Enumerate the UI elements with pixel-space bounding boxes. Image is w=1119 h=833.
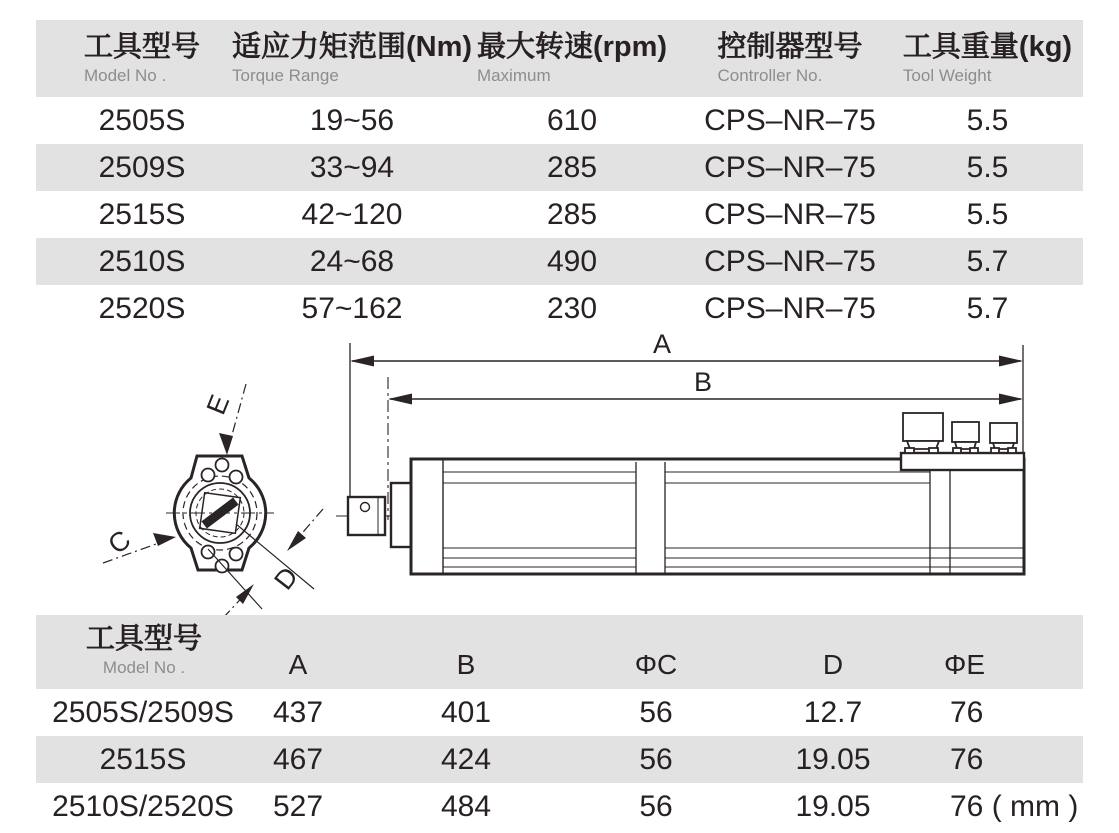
cell-weight: 5.7 [966,244,1009,278]
spec-col-torque-zh: 适应力矩范围(Nm) [231,30,473,63]
cell-e: 76 ( mm ) [950,789,1079,823]
dim-a-label: A [652,329,672,359]
dim-b-label: B [693,367,713,397]
dim-row-2515s [36,736,1083,783]
cell-torque: 33~94 [309,150,395,184]
spec-col-controller [688,31,892,86]
spec-row-2510s [36,238,1083,285]
cell-speed: 285 [546,197,598,231]
cell-c: 56 [639,695,673,729]
dim-col-e: ΦE [944,649,986,680]
cell-controller: CPS–NR–75 [704,150,876,184]
dim-col-c: ΦC [634,649,678,680]
cell-model: 2505S [98,103,186,137]
connector-plugs [903,413,1017,453]
spec-table-header [36,20,1083,97]
cell-a: 527 [272,789,324,823]
dim-row-2510s-2520s [36,783,1083,830]
spec-col-torque [231,30,473,86]
spec-col-speed-en: Maximum [476,66,551,86]
cell-weight: 5.7 [966,291,1009,325]
spec-col-model [36,31,248,86]
dim-col-a: A [288,649,308,680]
cell-torque: 42~120 [301,197,403,231]
dimension-table-header [36,615,1083,689]
cell-torque: 57~162 [301,291,403,325]
cell-speed: 285 [546,150,598,184]
dim-row-2505s-2509s [36,689,1083,736]
cell-model: 2515S [98,197,186,231]
cell-model: 2520S [98,291,186,325]
cell-model: 2510S/2520S [52,789,234,823]
cell-controller: CPS–NR–75 [704,244,876,278]
label-e [201,384,246,455]
cell-weight: 5.5 [966,197,1009,231]
label-c [102,524,176,563]
technical-drawing [0,325,1119,615]
cell-b: 424 [440,742,492,776]
spec-col-weight-zh: 工具重量(kg) [902,30,1073,63]
cell-a: 467 [272,742,324,776]
drive-d-label: D [268,561,305,596]
cell-weight: 5.5 [966,103,1009,137]
cell-torque: 24~68 [309,244,395,278]
dimension-table [36,615,1083,830]
dim-col-b: B [456,649,476,680]
cell-controller: CPS–NR–75 [704,197,876,231]
cell-speed: 610 [546,103,598,137]
cell-d: 19.05 [795,789,871,823]
dim-col-model [36,615,250,689]
dia-e-label: E [200,390,236,419]
cell-speed: 490 [546,244,598,278]
cell-torque: 19~56 [309,103,395,137]
cell-b: 401 [440,695,492,729]
dim-col-model-en: Model No . [102,658,186,678]
spec-col-torque-en: Torque Range [231,66,339,86]
cell-model: 2510S [98,244,186,278]
cell-c: 56 [639,742,673,776]
cell-controller: CPS–NR–75 [704,103,876,137]
dia-c-label: C [102,524,137,561]
cell-d: 12.7 [803,695,863,729]
spec-col-speed [456,31,688,86]
spec-row-2509s [36,144,1083,191]
cell-b: 484 [440,789,492,823]
cell-e: 76 [950,742,984,776]
spec-col-controller-zh: 控制器型号 [717,30,863,63]
dim-col-d: D [822,649,844,680]
spec-table [36,20,1083,332]
spec-col-controller-en: Controller No. [717,66,823,86]
tool-side-view [336,413,1024,574]
spec-row-2505s [36,97,1083,144]
cell-controller: CPS–NR–75 [704,291,876,325]
cell-model: 2515S [99,742,187,776]
cell-a: 437 [272,695,324,729]
cell-d: 19.05 [795,742,871,776]
cell-c: 56 [639,789,673,823]
spec-col-weight-en: Tool Weight [902,66,992,86]
cell-speed: 230 [546,291,598,325]
cell-weight: 5.5 [966,150,1009,184]
cell-model: 2505S/2509S [52,695,234,729]
spec-col-model-en: Model No . [83,66,167,86]
spec-row-2515s [36,191,1083,238]
spec-col-weight [892,31,1083,86]
spec-col-speed-zh: 最大转速(rpm) [476,30,668,63]
tool-face-view [166,456,274,573]
cell-model: 2509S [98,150,186,184]
spec-col-model-zh: 工具型号 [83,30,200,63]
cell-e: 76 [950,695,984,729]
dim-col-model-zh: 工具型号 [86,623,203,655]
